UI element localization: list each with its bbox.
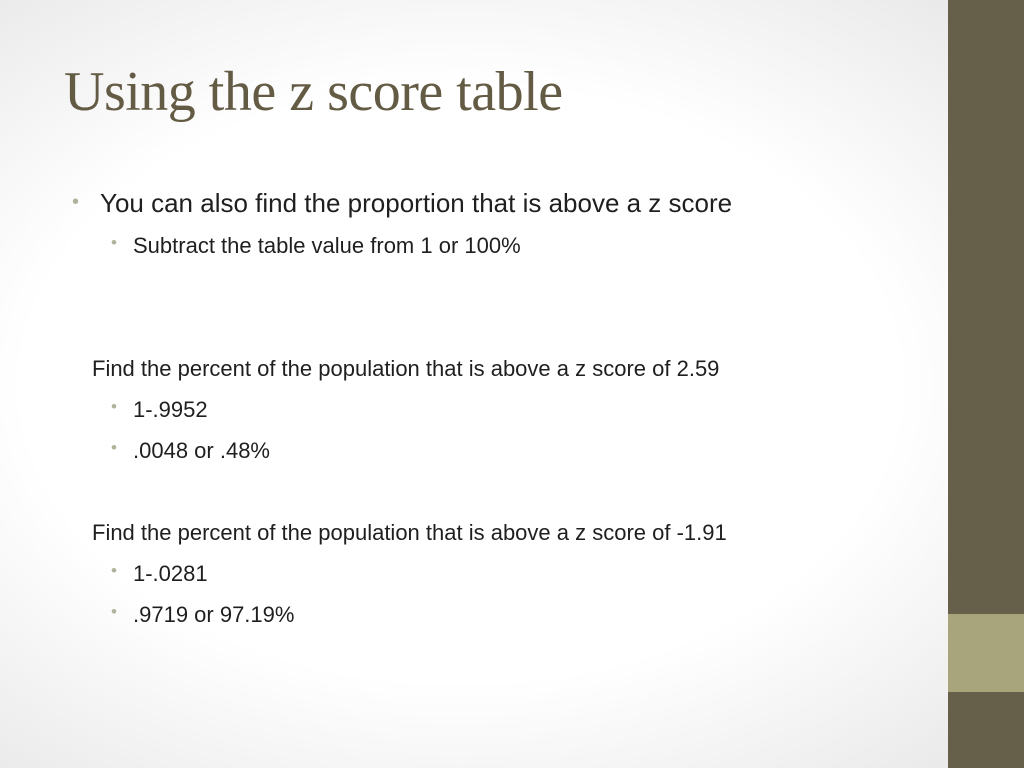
bullet-text-level2: Subtract the table value from 1 or 100% — [133, 233, 521, 258]
bullet-text-level1: You can also find the proportion that is above a z score — [100, 188, 733, 218]
bullet-icon: • — [111, 602, 117, 621]
bullet-icon: • — [111, 561, 117, 580]
bullet-icon: • — [111, 438, 117, 457]
slide-title: Using the z score table — [64, 61, 563, 123]
bullet-icon: • — [72, 191, 80, 213]
sidebar-accent-block — [948, 614, 1024, 692]
example2-step2: .9719 or 97.19% — [133, 602, 295, 627]
example1-step2: .0048 or .48% — [133, 438, 270, 463]
decorative-sidebar — [948, 0, 1024, 768]
example2-prompt: Find the percent of the population that is above a z score of -1.91 — [92, 520, 727, 545]
example1-prompt: Find the percent of the population that is above a z score of 2.59 — [92, 356, 720, 381]
example2-step1: 1-.0281 — [133, 561, 208, 586]
bullet-icon: • — [111, 397, 117, 416]
example1-step1: 1-.9952 — [133, 397, 208, 422]
bullet-icon: • — [111, 233, 117, 252]
